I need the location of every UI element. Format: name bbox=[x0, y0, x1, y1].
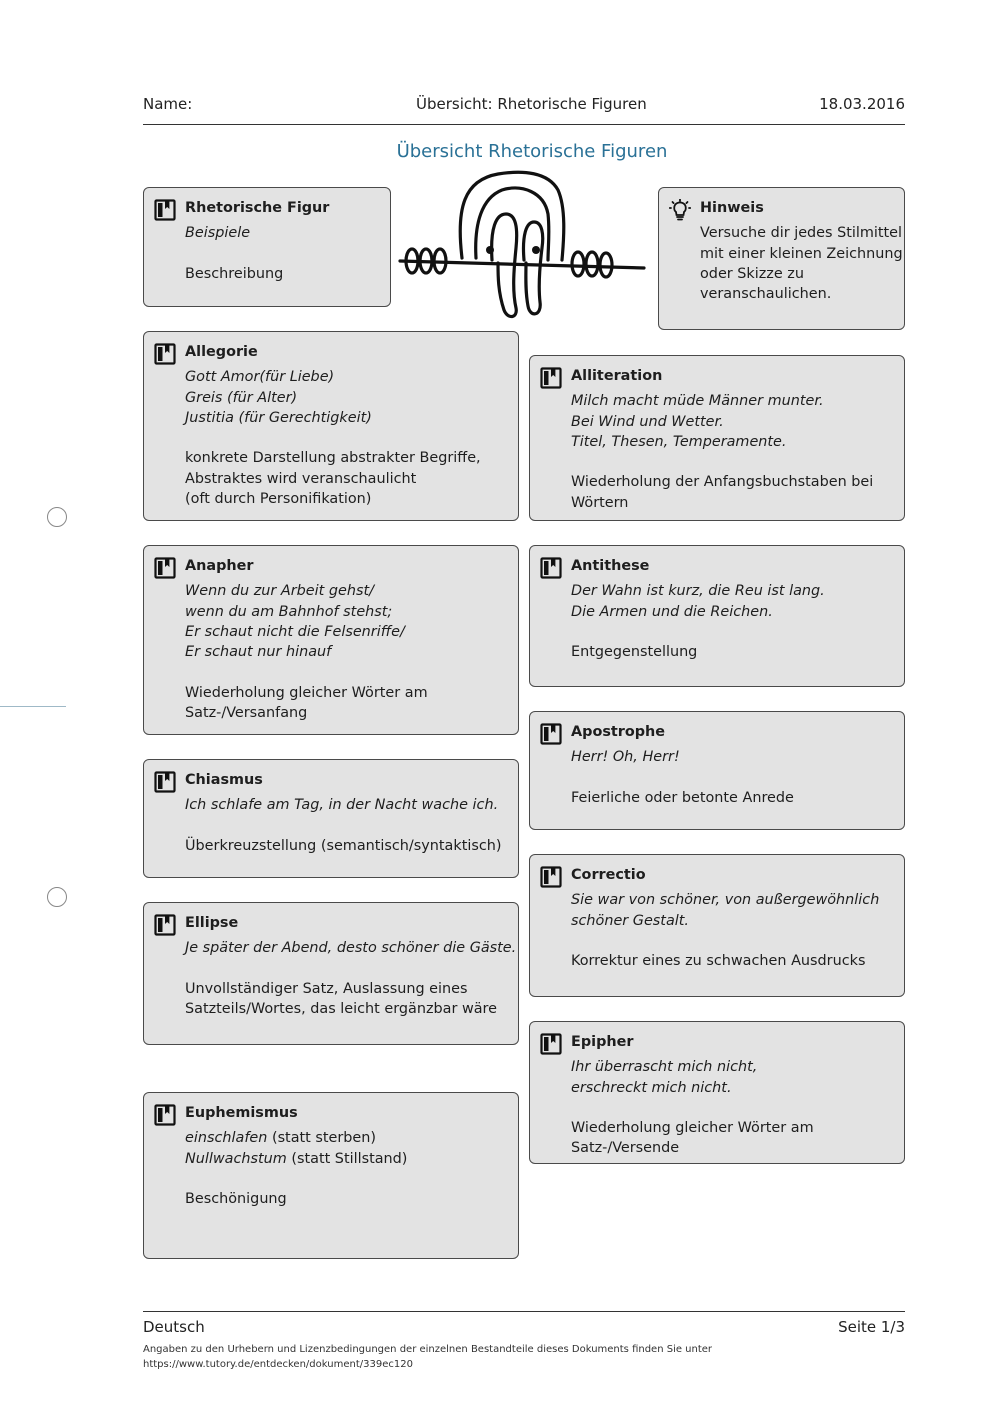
name-label: Name: bbox=[143, 95, 193, 113]
card-title: Ellipse bbox=[185, 915, 239, 931]
example-line: Sie war von schöner, von außergewöhnlich bbox=[571, 892, 880, 909]
legend-description: Beschreibung bbox=[185, 265, 284, 282]
example-line: Je später der Abend, desto schöner die Gäste. bbox=[185, 940, 517, 957]
footer-divider bbox=[143, 1311, 905, 1312]
header-divider bbox=[143, 124, 905, 125]
book-icon bbox=[154, 1104, 176, 1126]
hint-line: oder Skizze zu bbox=[700, 265, 804, 282]
card-correctio bbox=[529, 854, 905, 997]
example-line: Titel, Thesen, Temperamente. bbox=[571, 433, 787, 450]
description-line: Korrektur eines zu schwachen Ausdrucks bbox=[571, 953, 866, 970]
card-title: Epipher bbox=[571, 1034, 634, 1050]
footer-page: Seite 1/3 bbox=[838, 1318, 905, 1336]
card-ellipse bbox=[143, 902, 519, 1045]
book-icon bbox=[540, 866, 562, 888]
book-icon bbox=[540, 1033, 562, 1055]
example-line: Milch macht müde Männer munter. bbox=[571, 393, 824, 410]
description-line: konkrete Darstellung abstrakter Begriffe, bbox=[185, 450, 481, 467]
legend-box bbox=[143, 187, 391, 307]
description-line: Abstraktes wird veranschaulicht bbox=[185, 470, 417, 487]
hint-line: Versuche dir jedes Stilmittel bbox=[700, 225, 903, 242]
example-line: Justitia (für Gerechtigkeit) bbox=[185, 409, 372, 426]
example-word: einschlafen bbox=[185, 1130, 268, 1147]
punch-hole-bottom bbox=[47, 887, 67, 907]
book-icon bbox=[540, 557, 562, 579]
card-antithese bbox=[529, 545, 905, 687]
footer-note: Angaben zu den Urhebern und Lizenzbedingungen der einzelnen Bestandteile dieses Dokuments finden Sie unter bbox=[143, 1344, 713, 1355]
header-date: 18.03.2016 bbox=[819, 95, 905, 113]
header-title: Übersicht: Rhetorische Figuren bbox=[416, 95, 647, 113]
punch-hole-top bbox=[47, 507, 67, 527]
card-euphemismus bbox=[143, 1092, 519, 1259]
legend-name: Rhetorische Figur bbox=[185, 200, 330, 216]
fold-mark bbox=[0, 706, 66, 707]
example-line: Bei Wind und Wetter. bbox=[571, 413, 724, 430]
example-line: Herr! Oh, Herr! bbox=[571, 749, 680, 766]
description-line: Wiederholung gleicher Wörter am bbox=[185, 684, 428, 701]
example-line: Die Armen und die Reichen. bbox=[571, 603, 773, 620]
example-note: (statt sterben) bbox=[267, 1130, 377, 1147]
card-title: Chiasmus bbox=[185, 772, 263, 788]
footer-subject: Deutsch bbox=[143, 1318, 205, 1336]
book-icon bbox=[540, 723, 562, 745]
card-title: Apostrophe bbox=[571, 724, 666, 740]
card-epipher bbox=[529, 1021, 905, 1164]
example-line: schöner Gestalt. bbox=[571, 912, 689, 929]
example-word: Nullwachstum bbox=[185, 1150, 287, 1167]
book-icon bbox=[154, 914, 176, 936]
hint-title: Hinweis bbox=[700, 200, 764, 216]
card-chiasmus bbox=[143, 759, 519, 878]
card-apostrophe bbox=[529, 711, 905, 830]
hint-line: veranschaulichen. bbox=[700, 286, 832, 303]
description-line: Entgegenstellung bbox=[571, 644, 698, 661]
card-title: Antithese bbox=[571, 558, 650, 574]
card-allegorie bbox=[143, 331, 519, 521]
description-line: Satz-/Versende bbox=[571, 1140, 680, 1157]
card-anapher bbox=[143, 545, 519, 735]
book-icon bbox=[154, 343, 176, 365]
card-title: Correctio bbox=[571, 867, 646, 883]
example-line: Gott Amor(für Liebe) bbox=[185, 369, 335, 386]
description-line: (oft durch Personifikation) bbox=[185, 491, 372, 508]
kilroy-illustration bbox=[398, 168, 646, 323]
example-line: Er schaut nur hinauf bbox=[185, 644, 332, 661]
book-icon bbox=[540, 367, 562, 389]
footer-url[interactable]: https://www.tutory.de/entdecken/dokument/339ec120 bbox=[143, 1359, 413, 1370]
description-line: Unvollständiger Satz, Auslassung eines bbox=[185, 980, 468, 997]
lightbulb-icon bbox=[669, 199, 691, 221]
example-line: Er schaut nicht die Felsenriffe/ bbox=[185, 623, 405, 640]
description-line: Satz-/Versanfang bbox=[185, 705, 308, 722]
hint-line: mit einer kleinen Zeichnung bbox=[700, 245, 903, 262]
card-title: Anapher bbox=[185, 558, 254, 574]
card-title: Allegorie bbox=[185, 344, 258, 360]
example-line bbox=[185, 1149, 506, 1169]
page-title: Übersicht Rhetorische Figuren bbox=[396, 141, 668, 162]
example-line: Ich schlafe am Tag, in der Nacht wache ich. bbox=[185, 797, 499, 814]
example-line: Greis (für Alter) bbox=[185, 389, 298, 406]
description-line: Feierliche oder betonte Anrede bbox=[571, 789, 794, 806]
example-line: wenn du am Bahnhof stehst; bbox=[185, 603, 393, 620]
description-line: Wiederholung gleicher Wörter am bbox=[571, 1120, 814, 1137]
example-line: Der Wahn ist kurz, die Reu ist lang. bbox=[571, 583, 825, 600]
legend-example: Beispiele bbox=[185, 225, 251, 242]
card-title: Alliteration bbox=[571, 368, 663, 384]
description-line: Wörtern bbox=[571, 494, 629, 511]
book-icon bbox=[154, 771, 176, 793]
description-line: Satzteils/Wortes, das leicht ergänzbar wäre bbox=[185, 1001, 497, 1018]
book-icon bbox=[154, 199, 176, 221]
card-title: Euphemismus bbox=[185, 1105, 298, 1121]
example-note: (statt Stillstand) bbox=[286, 1150, 408, 1167]
description-line: Beschönigung bbox=[185, 1191, 287, 1208]
example-line: Wenn du zur Arbeit gehst/ bbox=[185, 583, 374, 600]
description-line: Überkreuzstellung (semantisch/syntaktisch) bbox=[185, 837, 502, 854]
card-alliteration bbox=[529, 355, 905, 521]
example-line: Ihr überrascht mich nicht, bbox=[571, 1059, 758, 1076]
book-icon bbox=[154, 557, 176, 579]
example-line bbox=[185, 1128, 506, 1148]
description-line: Wiederholung der Anfangsbuchstaben bei bbox=[571, 474, 874, 491]
hint-box bbox=[658, 187, 905, 330]
example-line: erschreckt mich nicht. bbox=[571, 1079, 732, 1096]
